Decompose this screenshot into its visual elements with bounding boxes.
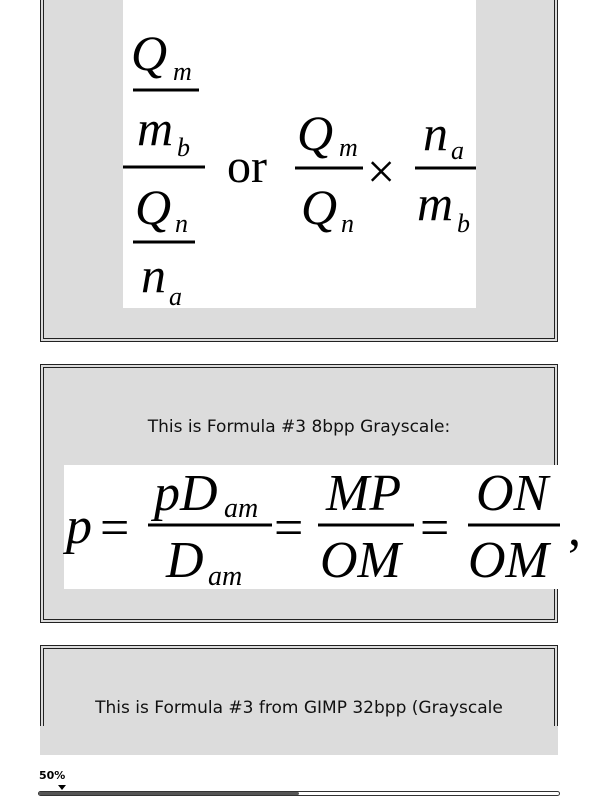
sub-a-2: a xyxy=(451,136,464,165)
sub-a: a xyxy=(169,282,182,308)
sub-n: n xyxy=(175,209,188,238)
sub-n-2: n xyxy=(341,209,354,238)
MP: MP xyxy=(326,465,402,522)
eq-3: = xyxy=(420,500,450,557)
q-n: Q xyxy=(135,179,172,235)
n-a: n xyxy=(141,247,166,303)
m-b: m xyxy=(137,100,174,156)
q-m-2: Q xyxy=(297,105,334,161)
sub-m: m xyxy=(173,57,192,86)
zoom-slider-thumb[interactable] xyxy=(58,785,66,790)
pD: pD xyxy=(154,465,218,522)
OM-2: OM xyxy=(468,532,549,589)
am-sub-2: am xyxy=(208,561,243,592)
n-a-2: n xyxy=(423,105,448,161)
zoom-slider[interactable] xyxy=(38,791,560,796)
times-sign: × xyxy=(367,143,396,199)
formula-image-1 xyxy=(123,0,476,308)
p-var: p xyxy=(66,498,92,555)
comma: , xyxy=(568,500,581,557)
ON: ON xyxy=(476,465,549,522)
q-m: Q xyxy=(131,25,168,81)
panel-3-bottom xyxy=(40,726,558,755)
eq-1: = xyxy=(100,500,130,557)
zoom-label: 50% xyxy=(39,769,66,782)
sub-b: b xyxy=(177,133,190,162)
formula-image-2 xyxy=(64,465,581,592)
q-n-2: Q xyxy=(301,179,338,235)
formula-1-svg xyxy=(123,0,476,308)
formula-2-caption: This is Formula #3 8bpp Grayscale: xyxy=(147,417,451,437)
OM-1: OM xyxy=(320,532,401,589)
eq-2: = xyxy=(274,500,304,557)
am-sub-1: am xyxy=(224,493,259,524)
zoom-slider-fill xyxy=(39,792,299,795)
sub-b-2: b xyxy=(457,209,470,238)
D-var: D xyxy=(166,532,204,589)
sub-m-2: m xyxy=(339,133,358,162)
or-text: or xyxy=(227,140,267,193)
formula-2-svg xyxy=(64,465,600,592)
m-b-2: m xyxy=(417,175,454,231)
formula-3-caption: This is Formula #3 from GIMP 32bpp (Grayscale xyxy=(95,698,503,718)
